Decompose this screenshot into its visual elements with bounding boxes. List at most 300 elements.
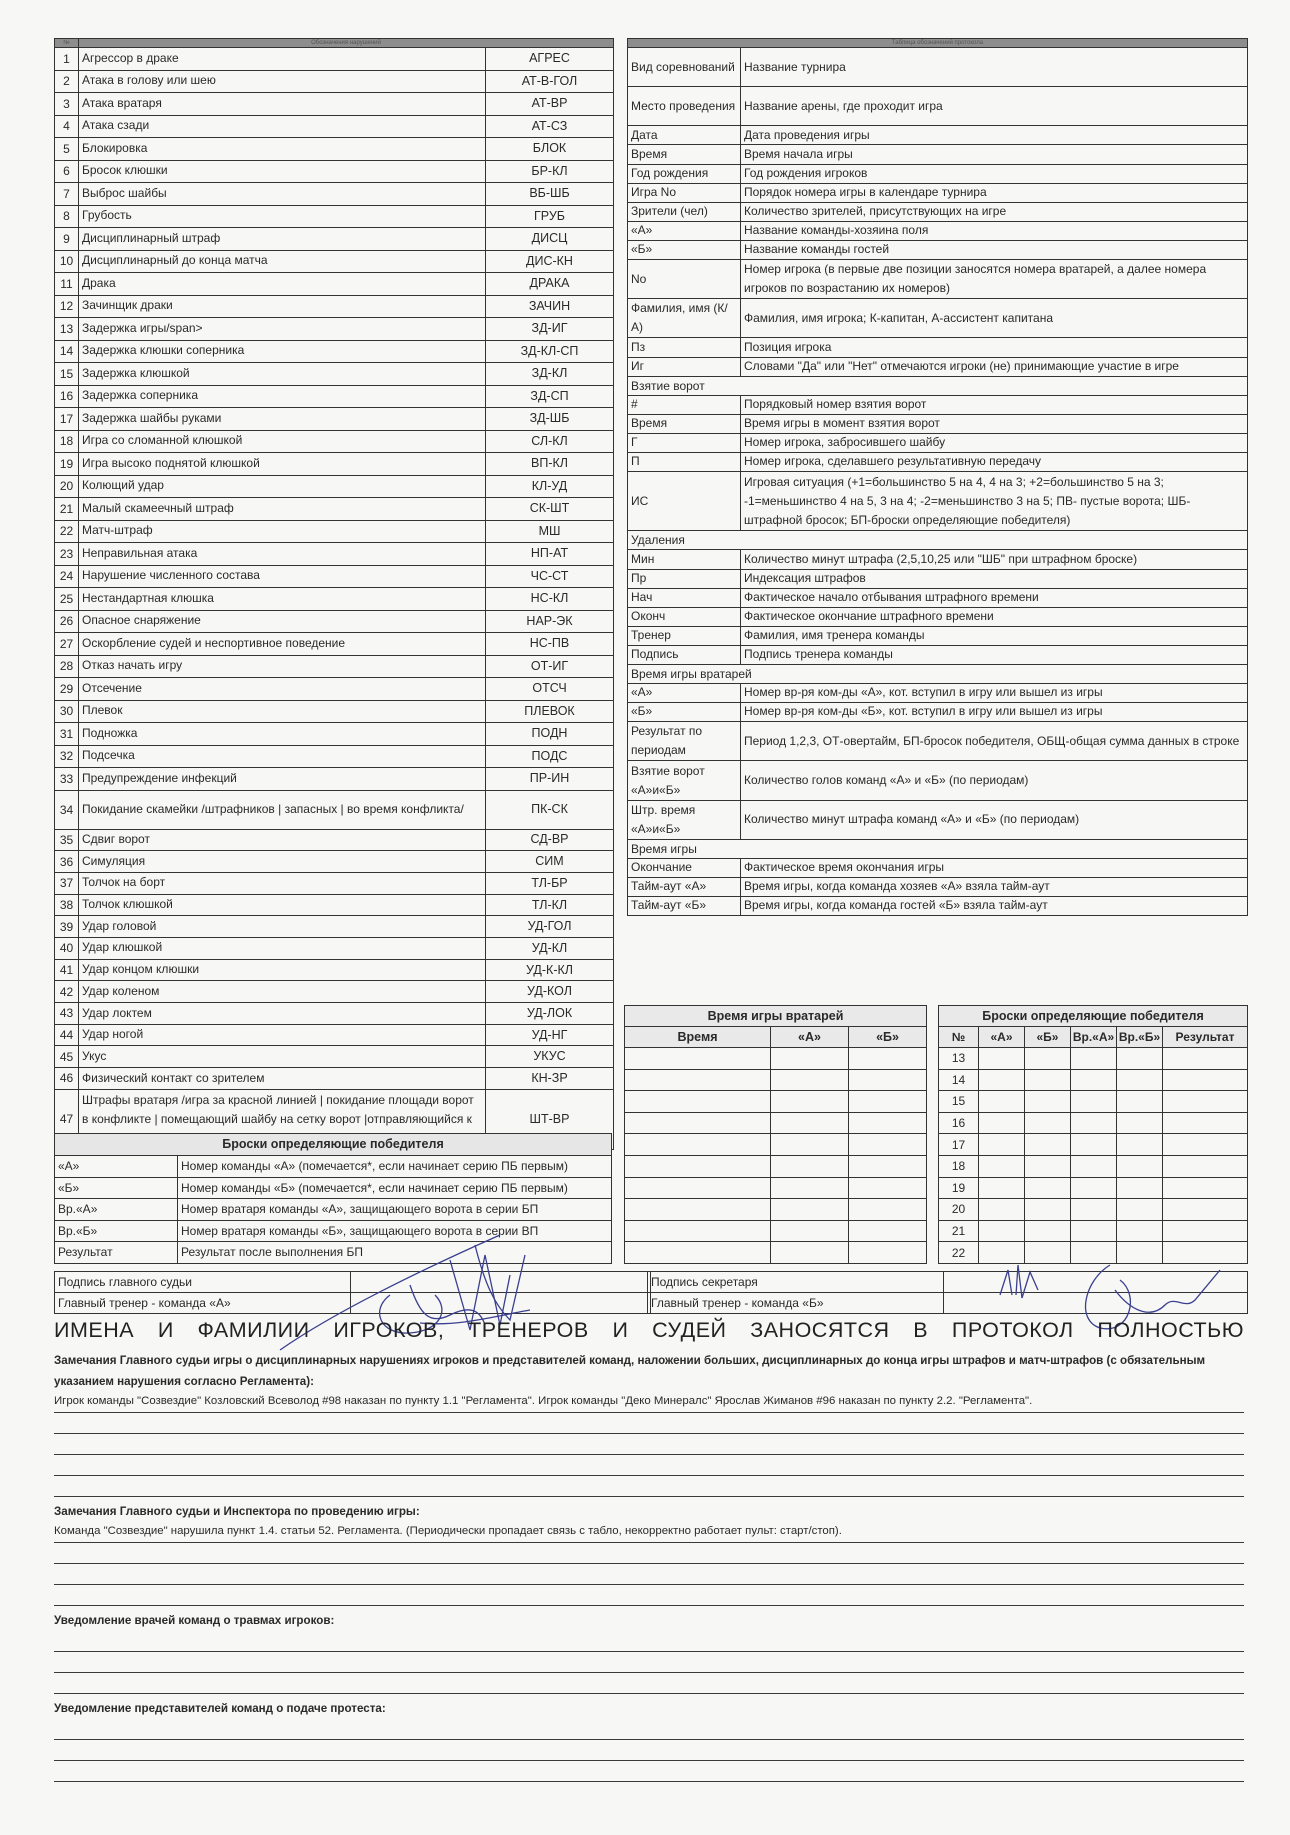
goalie-time-cell[interactable]: [625, 1177, 771, 1199]
shootout-legend-description: Номер команды «Б» (помечается*, если начинает серию ПБ первым): [178, 1177, 612, 1199]
shootout-cell[interactable]: [1117, 1155, 1163, 1177]
legend-description: Название команды-хозяина поля: [741, 221, 1248, 240]
legend-label: Мин: [628, 550, 741, 569]
violation-name: Бросок клюшки: [79, 160, 486, 183]
violation-number: 13: [55, 318, 79, 341]
shootout-cell[interactable]: [979, 1069, 1025, 1091]
violation-code: АТ-В-ГОЛ: [486, 70, 614, 93]
goalie-time-cell[interactable]: [625, 1112, 771, 1134]
shootout-cell[interactable]: [1117, 1112, 1163, 1134]
violation-number: 12: [55, 295, 79, 318]
shootout-legend-label: Вр.«Б»: [55, 1220, 178, 1242]
shootout-legend-description: Результат после выполнения БП: [178, 1242, 612, 1264]
shootout-cell[interactable]: [979, 1048, 1025, 1070]
shootout-cell[interactable]: [1117, 1134, 1163, 1156]
violation-name: Предупреждение инфекций: [79, 768, 486, 791]
goalie-a-cell[interactable]: [771, 1134, 849, 1156]
violation-name: Задержка клюшкой: [79, 363, 486, 386]
violation-code: УД-КОЛ: [486, 981, 614, 1003]
legend-label: Штр. время «А»и«Б»: [628, 800, 741, 839]
violation-code: УКУС: [486, 1046, 614, 1068]
violation-row: [55, 1024, 614, 1046]
shootout-cell[interactable]: [1025, 1199, 1071, 1221]
shootout-cell[interactable]: [1025, 1069, 1071, 1091]
violation-number: 31: [55, 723, 79, 746]
violation-name: Штрафы вратаря /игра за красной линией | покидание площади ворот в конфликте | помещающий шайбу на сетку ворот |отправляющийся к: [79, 1089, 486, 1149]
goalie-a-cell[interactable]: [771, 1220, 849, 1242]
goalie-time-row: [625, 1155, 927, 1177]
shootout-cell[interactable]: [1117, 1069, 1163, 1091]
violation-number: 4: [55, 115, 79, 138]
shootout-row: [939, 1048, 1248, 1070]
violation-name: Задержка соперника: [79, 385, 486, 408]
shootout-cell[interactable]: [1025, 1112, 1071, 1134]
violation-row: [55, 138, 614, 161]
violation-number: 42: [55, 981, 79, 1003]
goalie-b-cell[interactable]: [849, 1091, 927, 1113]
goalie-col-a: «А»: [771, 1027, 849, 1048]
violation-row: [55, 340, 614, 363]
goalie-a-cell[interactable]: [771, 1155, 849, 1177]
legend-row: [628, 87, 1248, 126]
remarks-blank-line[interactable]: [54, 1652, 1244, 1673]
goalie-time-row: [625, 1199, 927, 1221]
legend-row: [628, 858, 1248, 877]
legend-description: Фактическое начало отбывания штрафного времени: [741, 588, 1248, 607]
shootout-cell[interactable]: [979, 1177, 1025, 1199]
goalie-time-title: Время игры вратарей: [625, 1006, 927, 1027]
goalie-a-cell[interactable]: [771, 1199, 849, 1221]
secretary-signature-label: Подпись секретаря: [648, 1272, 944, 1293]
remarks-blank-line[interactable]: [54, 1455, 1244, 1476]
violation-code: ГРУБ: [486, 205, 614, 228]
goalie-time-cell[interactable]: [625, 1069, 771, 1091]
goalie-time-row: [625, 1242, 927, 1264]
violation-row: [55, 610, 614, 633]
legend-label: Фамилия, имя (К/А): [628, 299, 741, 338]
violation-code: СЛ-КЛ: [486, 430, 614, 453]
legend-description: Словами "Да" или "Нет" отмечаются игроки (не) принимающие участие в игре: [741, 357, 1248, 376]
legend-description: Дата проведения игры: [741, 126, 1248, 145]
goalie-b-cell[interactable]: [849, 1242, 927, 1264]
violation-name: Задержка клюшки соперника: [79, 340, 486, 363]
notice-banner: [54, 1318, 1244, 1343]
shootout-cell[interactable]: [1117, 1220, 1163, 1242]
violation-row: [55, 453, 614, 476]
violation-name: Нестандартная клюшка: [79, 588, 486, 611]
violation-name: Задержка шайбы руками: [79, 408, 486, 431]
violation-number: 38: [55, 894, 79, 916]
shootout-cell[interactable]: [1163, 1048, 1248, 1070]
legend-row: [628, 550, 1248, 569]
shootout-cell[interactable]: [1117, 1091, 1163, 1113]
violation-row: [55, 959, 614, 981]
violation-row: [55, 520, 614, 543]
violation-row: [55, 981, 614, 1003]
violation-code: ДРАКА: [486, 273, 614, 296]
shootout-cell[interactable]: [1071, 1177, 1117, 1199]
violation-number: 45: [55, 1046, 79, 1068]
goalie-time-row: [625, 1091, 927, 1113]
shootout-row: [939, 1069, 1248, 1091]
notice-word: ИМЕНА: [54, 1318, 135, 1342]
violation-number: 14: [55, 340, 79, 363]
notice-word: ПРОТОКОЛ: [951, 1318, 1074, 1342]
goalie-time-cell[interactable]: [625, 1220, 771, 1242]
goalie-time-cell[interactable]: [625, 1242, 771, 1264]
legend-label: Время: [628, 145, 741, 164]
violation-row: [55, 93, 614, 116]
goalie-b-cell[interactable]: [849, 1220, 927, 1242]
violation-number: 10: [55, 250, 79, 273]
violation-number: 17: [55, 408, 79, 431]
remarks-blank-line[interactable]: [54, 1631, 1244, 1652]
violation-code: ЗД-ИГ: [486, 318, 614, 341]
remarks-blank-line[interactable]: [54, 1585, 1244, 1606]
shootout-number: 21: [939, 1220, 979, 1242]
remarks-blank-line[interactable]: [54, 1564, 1244, 1585]
legend-row: [628, 145, 1248, 164]
legend-label: «А»: [628, 684, 741, 703]
shootout-col-header: Вр.«А»: [1071, 1027, 1117, 1048]
violation-code: УД-ГОЛ: [486, 916, 614, 938]
remarks-blank-line[interactable]: [54, 1543, 1244, 1564]
shootout-cell[interactable]: [1163, 1220, 1248, 1242]
shootout-cell[interactable]: [1071, 1069, 1117, 1091]
legend-row: [628, 800, 1248, 839]
legend-row: [628, 240, 1248, 259]
violation-number: 21: [55, 498, 79, 521]
shootout-cell[interactable]: [1117, 1177, 1163, 1199]
remarks-blank-line[interactable]: [54, 1476, 1244, 1497]
violation-code: НАР-ЭК: [486, 610, 614, 633]
violation-code: АТ-СЗ: [486, 115, 614, 138]
legend-description: Название арены, где проходит игра: [741, 87, 1248, 126]
remarks-blank-line[interactable]: [54, 1761, 1244, 1782]
goalie-time-cell[interactable]: [625, 1048, 771, 1070]
shootout-cell[interactable]: [1163, 1112, 1248, 1134]
violations-header-num: №: [55, 39, 79, 48]
violation-code: БЛОК: [486, 138, 614, 161]
violation-name: Атака вратаря: [79, 93, 486, 116]
legend-section-title: Удаления: [628, 531, 1248, 550]
violation-row: [55, 295, 614, 318]
shootout-number: 16: [939, 1112, 979, 1134]
shootout-cell[interactable]: [1071, 1134, 1117, 1156]
violation-code: ПОДС: [486, 745, 614, 768]
violation-name: Атака в голову или шею: [79, 70, 486, 93]
violation-row: [55, 790, 614, 829]
shootout-cell[interactable]: [1025, 1220, 1071, 1242]
legend-section-row: [628, 839, 1248, 858]
remarks-blank-line[interactable]: [54, 1413, 1244, 1434]
shootout-table: [938, 1005, 1247, 1264]
violation-code: ЗД-КЛ-СП: [486, 340, 614, 363]
legend-label: Год рождения: [628, 164, 741, 183]
notice-word: И: [157, 1318, 174, 1342]
violation-number: 20: [55, 475, 79, 498]
shootout-cell[interactable]: [979, 1112, 1025, 1134]
violation-name: Удар клюшкой: [79, 937, 486, 959]
violation-code: КН-ЗР: [486, 1068, 614, 1090]
legend-row: [628, 221, 1248, 240]
goalie-time-cell[interactable]: [625, 1199, 771, 1221]
shootout-cell[interactable]: [1071, 1091, 1117, 1113]
notice-word: ТРЕНЕРОВ: [468, 1318, 589, 1342]
legend-row: [628, 472, 1248, 531]
shootout-cell[interactable]: [1117, 1199, 1163, 1221]
violations-header: [55, 39, 614, 48]
violation-row: [55, 937, 614, 959]
shootout-cell[interactable]: [1163, 1177, 1248, 1199]
shootout-number: 22: [939, 1242, 979, 1264]
shootout-cell[interactable]: [1071, 1112, 1117, 1134]
violation-name: Отказ начать игру: [79, 655, 486, 678]
violation-code: ОТ-ИГ: [486, 655, 614, 678]
violation-name: Игра высоко поднятой клюшкой: [79, 453, 486, 476]
violation-row: [55, 723, 614, 746]
legend-row: [628, 299, 1248, 338]
violation-name: Дисциплинарный до конца матча: [79, 250, 486, 273]
violation-name: Грубость: [79, 205, 486, 228]
shootout-row: [939, 1177, 1248, 1199]
violation-code: УД-КЛ: [486, 937, 614, 959]
goalie-time-row: [625, 1112, 927, 1134]
violation-code: НС-КЛ: [486, 588, 614, 611]
shootout-cell[interactable]: [979, 1155, 1025, 1177]
legend-description: Время начала игры: [741, 145, 1248, 164]
shootout-cell[interactable]: [979, 1091, 1025, 1113]
shootout-cell[interactable]: [1025, 1177, 1071, 1199]
violation-number: 26: [55, 610, 79, 633]
legend-label: Пз: [628, 338, 741, 357]
legend-description: Позиция игрока: [741, 338, 1248, 357]
legend-header: [628, 39, 1248, 48]
shootout-row: [939, 1220, 1248, 1242]
violation-row: [55, 894, 614, 916]
goalie-b-cell[interactable]: [849, 1069, 927, 1091]
shootout-cell[interactable]: [1025, 1155, 1071, 1177]
violation-number: 39: [55, 916, 79, 938]
violation-name: Агрессор в драке: [79, 48, 486, 71]
goalie-b-cell[interactable]: [849, 1155, 927, 1177]
legend-label: Окончание: [628, 858, 741, 877]
shootout-legend-description: Номер вратаря команды «А», защищающего ворота в серии БП: [178, 1199, 612, 1221]
legend-label: Нач: [628, 588, 741, 607]
remarks-text[interactable]: Игрок команды "Созвездие" Козловский Всеволод #98 наказан по пункту 1.1 "Регламента". Игрок команды "Деко Минералс" Ярослав Жиманов #96 наказан по пункту 2.2. "Регламента".: [54, 1392, 1244, 1413]
violation-number: 27: [55, 633, 79, 656]
legend-row: [628, 338, 1248, 357]
shootout-number: 19: [939, 1177, 979, 1199]
violation-number: 46: [55, 1068, 79, 1090]
legend-label: No: [628, 260, 741, 299]
legend-label: Вид соревнований: [628, 48, 741, 87]
shootout-row: [939, 1155, 1248, 1177]
violation-name: Задержка игры/span>: [79, 318, 486, 341]
goalie-b-cell[interactable]: [849, 1177, 927, 1199]
violation-number: 40: [55, 937, 79, 959]
shootout-cell[interactable]: [979, 1199, 1025, 1221]
goalie-b-cell[interactable]: [849, 1199, 927, 1221]
violation-name: Малый скамеечный штраф: [79, 498, 486, 521]
violation-code: КЛ-УД: [486, 475, 614, 498]
legend-label: Результат по периодам: [628, 722, 741, 761]
violation-number: 8: [55, 205, 79, 228]
goalie-a-cell[interactable]: [771, 1091, 849, 1113]
violation-row: [55, 318, 614, 341]
shootout-cell[interactable]: [1071, 1199, 1117, 1221]
violation-code: ТЛ-КЛ: [486, 894, 614, 916]
violation-number: 34: [55, 790, 79, 829]
remarks-title: Замечания Главного судьи и Инспектора по проведению игры:: [54, 1505, 420, 1518]
legend-description: Время игры в момент взятия ворот: [741, 414, 1248, 433]
violation-code: ПОДН: [486, 723, 614, 746]
violation-row: [55, 1003, 614, 1025]
shootout-cell[interactable]: [1163, 1134, 1248, 1156]
shootout-cell[interactable]: [1025, 1134, 1071, 1156]
shootout-number: 20: [939, 1199, 979, 1221]
shootout-legend-row: [55, 1156, 612, 1178]
violation-name: Укус: [79, 1046, 486, 1068]
shootout-cell[interactable]: [1163, 1091, 1248, 1113]
shootout-cell[interactable]: [1025, 1091, 1071, 1113]
legend-description: Время игры, когда команда хозяев «А» взяла тайм-аут: [741, 878, 1248, 897]
notice-word: ПОЛНОСТЬЮ: [1097, 1318, 1244, 1342]
violation-code: БР-КЛ: [486, 160, 614, 183]
remarks-blank-line[interactable]: [54, 1740, 1244, 1761]
legend-description: Подпись тренера команды: [741, 645, 1248, 664]
violation-code: ОТСЧ: [486, 678, 614, 701]
violation-number: 6: [55, 160, 79, 183]
legend-label: Зрители (чел): [628, 202, 741, 221]
violation-code: УД-НГ: [486, 1024, 614, 1046]
violation-number: 3: [55, 93, 79, 116]
goalie-a-cell[interactable]: [771, 1069, 849, 1091]
legend-label: Подпись: [628, 645, 741, 664]
legend-label: Взятие ворот «А»и«Б»: [628, 761, 741, 800]
notice-word: ФАМИЛИИ: [197, 1318, 310, 1342]
violation-code: НС-ПВ: [486, 633, 614, 656]
violation-code: ШТ-ВР: [486, 1089, 614, 1149]
shootout-cell[interactable]: [1071, 1048, 1117, 1070]
goalie-a-cell[interactable]: [771, 1242, 849, 1264]
violation-name: Плевок: [79, 700, 486, 723]
shootout-cell[interactable]: [1163, 1155, 1248, 1177]
violation-number: 23: [55, 543, 79, 566]
legend-section-title: Время игры вратарей: [628, 665, 1248, 684]
violations-header-title: Обозначения нарушений: [79, 39, 614, 48]
violation-row: [55, 745, 614, 768]
violation-name: Удар ногой: [79, 1024, 486, 1046]
violation-name: Игра со сломанной клюшкой: [79, 430, 486, 453]
violation-row: [55, 1046, 614, 1068]
violation-name: Подсечка: [79, 745, 486, 768]
violation-number: 44: [55, 1024, 79, 1046]
legend-description: Фактическое время окончания игры: [741, 858, 1248, 877]
violation-code: ЗД-КЛ: [486, 363, 614, 386]
violation-row: [55, 115, 614, 138]
legend-row: [628, 357, 1248, 376]
remarks-blank-line[interactable]: [54, 1673, 1244, 1694]
violation-number: 22: [55, 520, 79, 543]
legend-description: Название команды гостей: [741, 240, 1248, 259]
legend-label: П: [628, 452, 741, 471]
shootout-cell[interactable]: [1025, 1048, 1071, 1070]
legend-row: [628, 48, 1248, 87]
remarks-blank-line[interactable]: [54, 1719, 1244, 1740]
remarks-text[interactable]: Команда "Созвездие" нарушила пункт 1.4. статьи 52. Регламента. (Периодически пропадает связь с табло, некорректно работает пульт: старт/стоп).: [54, 1522, 1244, 1543]
violation-row: [55, 498, 614, 521]
goalie-a-cell[interactable]: [771, 1048, 849, 1070]
goalie-col-time: Время: [625, 1027, 771, 1048]
goalie-a-cell[interactable]: [771, 1112, 849, 1134]
shootout-cell[interactable]: [979, 1134, 1025, 1156]
shootout-col-header: №: [939, 1027, 979, 1048]
shootout-legend-label: «А»: [55, 1156, 178, 1178]
violation-name: Удар концом клюшки: [79, 959, 486, 981]
legend-section-title: Время игры: [628, 839, 1248, 858]
violation-number: 7: [55, 183, 79, 206]
remarks-blank-line[interactable]: [54, 1434, 1244, 1455]
legend-row: [628, 569, 1248, 588]
violation-row: [55, 475, 614, 498]
violation-name: Опасное снаряжение: [79, 610, 486, 633]
shootout-legend-description: Номер команды «А» (помечается*, если начинает серию ПБ первым): [178, 1156, 612, 1178]
legend-label: Оконч: [628, 607, 741, 626]
remarks-block: [54, 1501, 1244, 1606]
violation-code: СД-ВР: [486, 829, 614, 851]
violation-number: 15: [55, 363, 79, 386]
shootout-cell[interactable]: [1071, 1220, 1117, 1242]
violation-code: ПЛЕВОК: [486, 700, 614, 723]
shootout-cell[interactable]: [1163, 1069, 1248, 1091]
goalie-time-cell[interactable]: [625, 1155, 771, 1177]
shootout-col-header: «Б»: [1025, 1027, 1071, 1048]
legend-label: Время: [628, 414, 741, 433]
shootout-cell[interactable]: [1071, 1155, 1117, 1177]
goalie-time-cell[interactable]: [625, 1134, 771, 1156]
shootout-cell[interactable]: [1117, 1048, 1163, 1070]
legend-label: Пр: [628, 569, 741, 588]
goalie-time-row: [625, 1048, 927, 1070]
legend-description: Порядковый номер взятия ворот: [741, 395, 1248, 414]
coach-a-signature-label: Главный тренер - команда «А»: [55, 1293, 351, 1314]
violation-row: [55, 385, 614, 408]
legend-label: «Б»: [628, 703, 741, 722]
goalie-a-cell[interactable]: [771, 1177, 849, 1199]
goalie-b-cell[interactable]: [849, 1134, 927, 1156]
legend-row: [628, 684, 1248, 703]
violation-name: Толчок клюшкой: [79, 894, 486, 916]
goalie-b-cell[interactable]: [849, 1112, 927, 1134]
violation-code: ДИСЦ: [486, 228, 614, 251]
shootout-cell[interactable]: [1163, 1199, 1248, 1221]
violation-name: Подножка: [79, 723, 486, 746]
violation-number: 16: [55, 385, 79, 408]
shootout-cell[interactable]: [979, 1220, 1025, 1242]
goalie-time-cell[interactable]: [625, 1091, 771, 1113]
violation-row: [55, 228, 614, 251]
violation-row: [55, 872, 614, 894]
goalie-b-cell[interactable]: [849, 1048, 927, 1070]
remarks-block: [54, 1698, 1244, 1782]
violation-number: 37: [55, 872, 79, 894]
shootout-col-header: Результат: [1163, 1027, 1248, 1048]
violation-code: АТ-ВР: [486, 93, 614, 116]
legend-label: Тайм-аут «Б»: [628, 897, 741, 916]
shootout-number: 14: [939, 1069, 979, 1091]
shootout-number: 18: [939, 1155, 979, 1177]
